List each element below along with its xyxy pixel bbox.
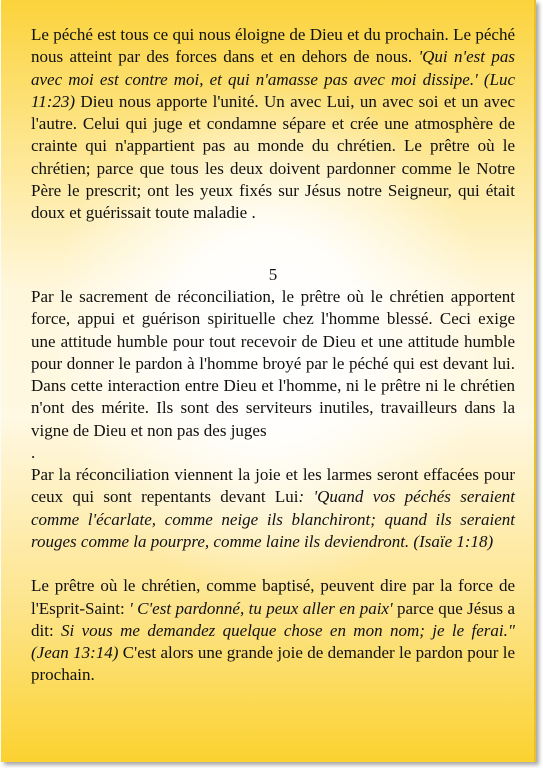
quote-pardon: ' C'est pardonné, tu peux aller en paix': [129, 598, 393, 618]
document-body: [31, 24, 515, 687]
page-number: 5: [268, 264, 278, 284]
paragraph-1: [31, 24, 515, 225]
paragraph-4-text-end: C'est alors une grande joie de demander le pardon pour le prochain.: [31, 643, 515, 685]
paragraph-4: [31, 575, 515, 686]
stray-dot: .: [31, 443, 36, 463]
paragraph-1-text: Le péché est tous ce qui nous éloigne de Dieu et du prochain. Le péché nous atteint par des forces dans et en dehors de nous.: [31, 25, 515, 67]
paragraph-1-text-end: Dieu nous apporte l'unité. Un avec Lui, un avec soi et un avec l'autre. Celui qui juge et condamne sépare et crée une atmosphère de crainte qui n'appartient pas au monde du chrétien. Le prêtre où le chrétien; parce que tous les deux doivent pardonner comme le Notre Père le prescrit; ont les yeux fixés sur Jésus notre Seigneur, qui était doux et guérissait toute maladie .: [31, 91, 515, 223]
paragraph-3-text: Par la réconciliation viennent la joie et les larmes seront effacées pour ceux qui sont repentants devant Lui: [31, 465, 515, 507]
quote-luc: 'Qui n'est pas avec moi est contre moi, et qui n'amasse pas avec moi dissipe.' (Luc 11:23): [31, 47, 515, 111]
page-background: [1, 0, 536, 762]
quote-isaie: : 'Quand vos péchés seraient comme l'écarlate, comme neige ils blanchiront; quand ils seraient rouges comme la pourpre, comme laine ils deviendront. (Isaïe 1:18): [31, 487, 515, 551]
paragraph-4-text-mid: parce que Jésus a dit:: [31, 598, 515, 640]
paragraph-3: [31, 464, 515, 553]
paragraph-gap: [31, 553, 515, 575]
quote-jean: Si vous me demandez quelque chose en mon nom; je le ferai."(Jean 13:14): [31, 620, 515, 663]
paragraph-2: Par le sacrement de réconciliation, le prêtre où le chrétien apportent force, appui et guérison spirituelle chez l'homme blessé. Ceci exige une attitude humble pour tout recevoir de Dieu et une attitude humble pour donner le pardon à l'homme broyé par le péché qui est devant lui. Dans cette interaction entre Dieu et l'homme, ni le prêtre ni le chrétien n'ont des mérite. Ils sont des serviteurs inutiles, travailleurs dans la vigne de Dieu et non pas des juges: [31, 286, 515, 440]
paragraph-4-text: Le prêtre où le chrétien, comme baptisé, peuvent dire par la force de l'Esprit-Saint:: [31, 576, 515, 618]
